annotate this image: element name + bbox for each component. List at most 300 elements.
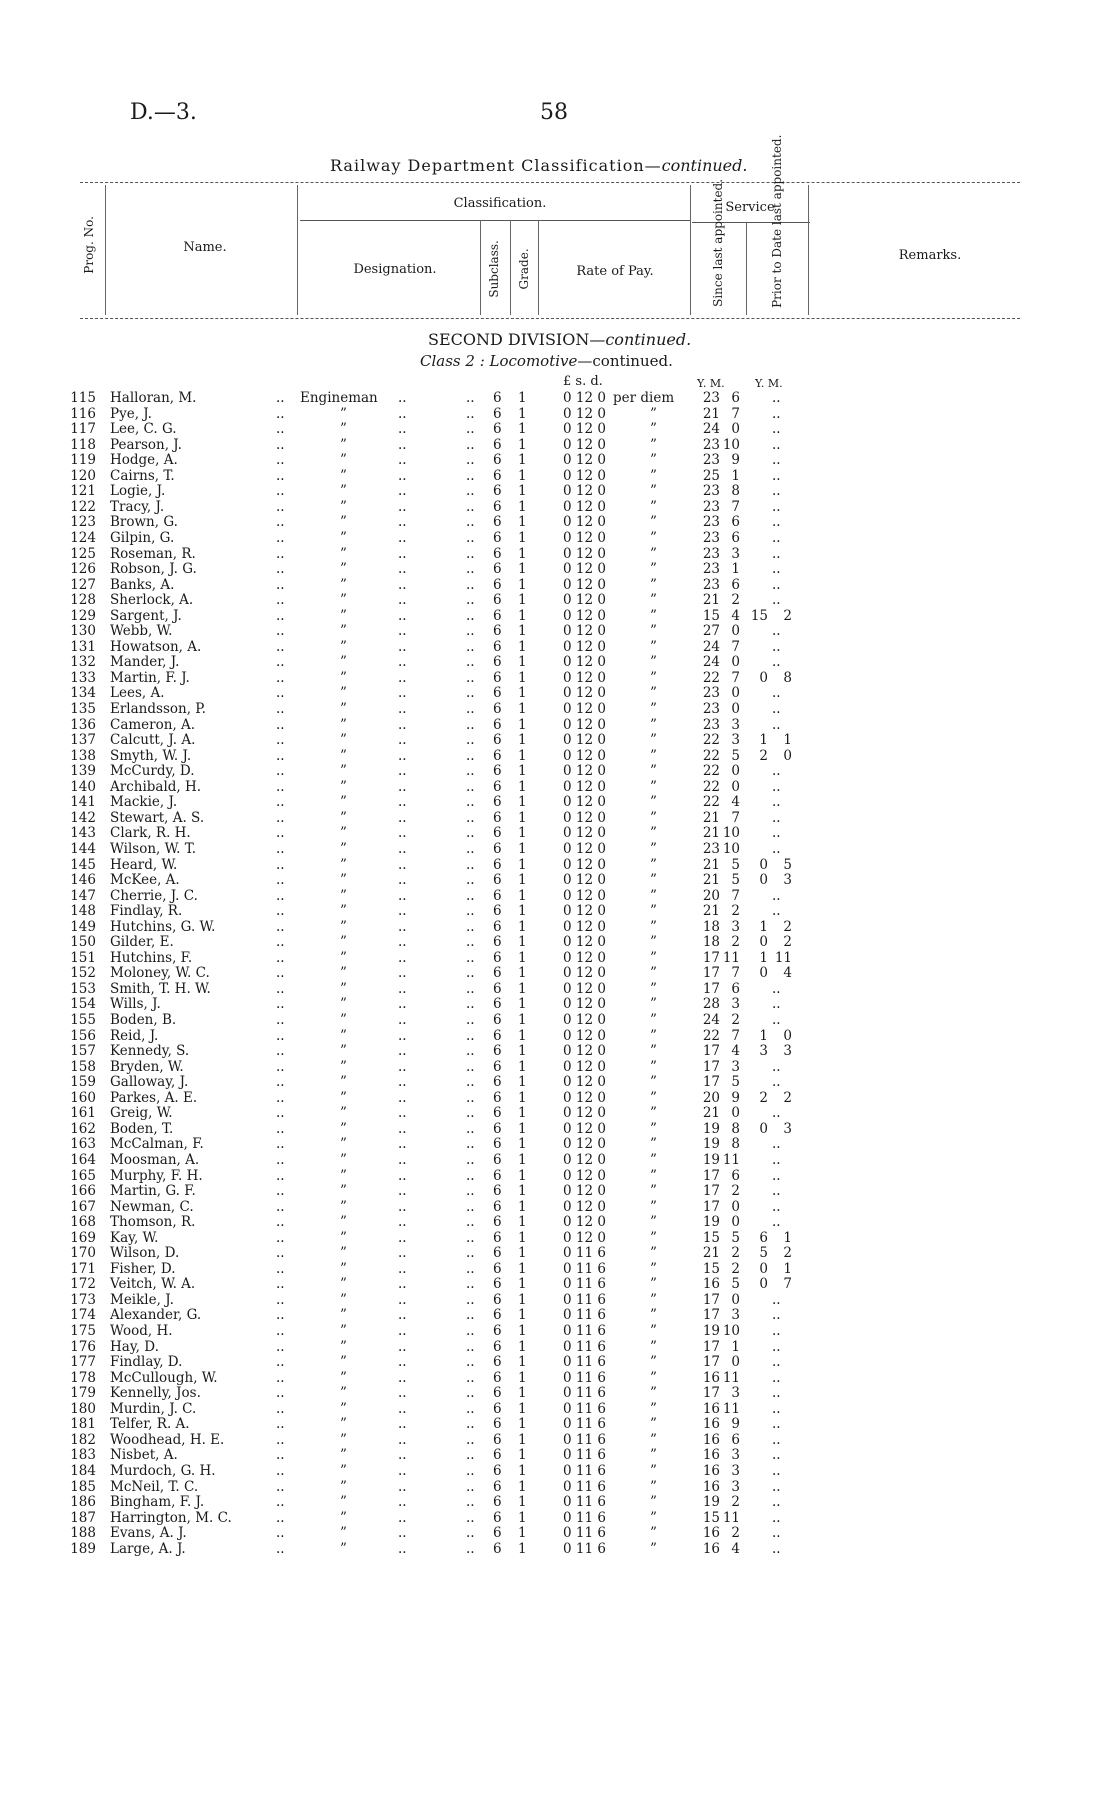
table-row (0, 732, 1114, 748)
grade-cell: 1 (518, 1323, 527, 1339)
name-cell: Harrington, M. C. (110, 1510, 232, 1526)
name-cell: Hutchins, G. W. (110, 919, 216, 935)
subclass-cell: 6 (493, 1230, 502, 1246)
designation-cell: ” (340, 1307, 347, 1323)
name-cell: Martin, G. F. (110, 1183, 196, 1199)
subclass-cell: 6 (493, 421, 502, 437)
subclass-cell: 6 (493, 1432, 502, 1448)
grade-cell: 1 (518, 608, 527, 624)
since-years-cell: 21 (702, 592, 720, 608)
leader-dots: .. (276, 1416, 285, 1432)
subclass-cell: 6 (493, 1261, 502, 1277)
leader-dots: .. (466, 888, 475, 904)
leader-dots: .. (398, 996, 407, 1012)
prior-months-cell: 2 (783, 608, 792, 624)
prior-years-cell: 0 (759, 965, 768, 981)
leader-dots: .. (466, 406, 475, 422)
rate-period-cell: ” (650, 1432, 657, 1448)
subclass-cell: 6 (493, 670, 502, 686)
name-cell: Heard, W. (110, 857, 178, 873)
rate-cell: 0 12 0 (563, 717, 606, 733)
name-cell: Cherrie, J. C. (110, 888, 198, 904)
rate-cell: 0 12 0 (563, 546, 606, 562)
leader-dots: .. (276, 825, 285, 841)
rate-cell: 0 12 0 (563, 981, 606, 997)
subclass-cell: 6 (493, 779, 502, 795)
since-years-cell: 19 (702, 1323, 720, 1339)
leader-dots: .. (398, 1432, 407, 1448)
designation-cell: ” (340, 623, 347, 639)
subclass-cell: 6 (493, 468, 502, 484)
grade-cell: 1 (518, 577, 527, 593)
header-subclass: Subclass. (487, 240, 502, 298)
subclass-cell: 6 (493, 1121, 502, 1137)
grade-cell: 1 (518, 779, 527, 795)
leader-dots: .. (466, 794, 475, 810)
grade-cell: 1 (518, 1028, 527, 1044)
table-row (0, 499, 1114, 515)
leader-dots: .. (276, 1447, 285, 1463)
table-row (0, 1214, 1114, 1230)
since-months-cell: 4 (731, 1541, 740, 1557)
name-cell: Pearson, J. (110, 437, 182, 453)
designation-cell: ” (340, 1183, 347, 1199)
name-cell: Mander, J. (110, 654, 180, 670)
since-years-cell: 16 (702, 1416, 720, 1432)
prog-no-cell: 182 (70, 1432, 96, 1448)
leader-dots: .. (276, 654, 285, 670)
rate-cell: 0 12 0 (563, 763, 606, 779)
subclass-cell: 6 (493, 1245, 502, 1261)
leader-dots: .. (276, 1510, 285, 1526)
class-label: Class 2 : (420, 352, 485, 370)
since-years-cell: 20 (702, 1090, 720, 1106)
leader-dots: .. (398, 1541, 407, 1557)
table-row (0, 546, 1114, 562)
prior-empty-dots: .. (772, 1510, 781, 1526)
table-row (0, 561, 1114, 577)
leader-dots: .. (466, 1074, 475, 1090)
since-months-cell: 9 (731, 1416, 740, 1432)
prior-empty-dots: .. (772, 1525, 781, 1541)
table-row (0, 1121, 1114, 1137)
leader-dots: .. (466, 1028, 475, 1044)
designation-cell: ” (340, 1541, 347, 1557)
leader-dots: .. (276, 1479, 285, 1495)
prior-months-cell: 2 (783, 934, 792, 950)
subclass-cell: 6 (493, 623, 502, 639)
rate-period-cell: ” (650, 779, 657, 795)
since-years-cell: 16 (702, 1276, 720, 1292)
grade-cell: 1 (518, 748, 527, 764)
title-main: Railway Department Classification— (330, 156, 662, 175)
leader-dots: .. (466, 903, 475, 919)
since-years-cell: 21 (702, 1105, 720, 1121)
table-row (0, 1463, 1114, 1479)
since-months-cell: 0 (731, 1105, 740, 1121)
leader-dots: .. (466, 1494, 475, 1510)
rate-cell: 0 11 6 (563, 1463, 606, 1479)
prog-no-cell: 186 (70, 1494, 96, 1510)
prior-empty-dots: .. (772, 685, 781, 701)
grade-cell: 1 (518, 996, 527, 1012)
leader-dots: .. (466, 934, 475, 950)
grade-cell: 1 (518, 1183, 527, 1199)
leader-dots: .. (276, 763, 285, 779)
table-row (0, 763, 1114, 779)
rate-period-cell: ” (650, 514, 657, 530)
rate-cell: 0 11 6 (563, 1261, 606, 1277)
prog-no-cell: 115 (70, 390, 96, 406)
since-years-cell: 23 (702, 685, 720, 701)
grade-cell: 1 (518, 701, 527, 717)
since-years-cell: 23 (702, 841, 720, 857)
leader-dots: .. (276, 841, 285, 857)
prior-empty-dots: .. (772, 577, 781, 593)
grade-cell: 1 (518, 1494, 527, 1510)
rate-cell: 0 12 0 (563, 1059, 606, 1075)
table-row (0, 1416, 1114, 1432)
prog-no-cell: 188 (70, 1525, 96, 1541)
prog-no-cell: 132 (70, 654, 96, 670)
subclass-cell: 6 (493, 872, 502, 888)
rate-cell: 0 11 6 (563, 1447, 606, 1463)
prior-empty-dots: .. (772, 1074, 781, 1090)
table-row (0, 1245, 1114, 1261)
grade-cell: 1 (518, 1199, 527, 1215)
table-row (0, 514, 1114, 530)
since-months-cell: 3 (731, 732, 740, 748)
rate-cell: 0 12 0 (563, 390, 606, 406)
header-divider (297, 185, 298, 315)
rate-cell: 0 12 0 (563, 748, 606, 764)
rate-cell: 0 12 0 (563, 623, 606, 639)
prior-empty-dots: .. (772, 1168, 781, 1184)
name-cell: Gilder, E. (110, 934, 174, 950)
since-years-cell: 22 (702, 763, 720, 779)
rate-period-cell: ” (650, 1152, 657, 1168)
grade-cell: 1 (518, 1416, 527, 1432)
subclass-cell: 6 (493, 1105, 502, 1121)
since-months-cell: 8 (731, 1121, 740, 1137)
grade-cell: 1 (518, 1168, 527, 1184)
subclass-cell: 6 (493, 1354, 502, 1370)
header-remarks: Remarks. (898, 248, 962, 263)
leader-dots: .. (398, 468, 407, 484)
page-title (330, 156, 747, 175)
leader-dots: .. (276, 1494, 285, 1510)
since-years-cell: 16 (702, 1479, 720, 1495)
prior-empty-dots: .. (772, 406, 781, 422)
grade-cell: 1 (518, 1354, 527, 1370)
leader-dots: .. (466, 1510, 475, 1526)
rate-period-cell: ” (650, 421, 657, 437)
since-years-cell: 17 (702, 965, 720, 981)
designation-cell: ” (340, 1152, 347, 1168)
grade-cell: 1 (518, 623, 527, 639)
prior-empty-dots: .. (772, 1370, 781, 1386)
name-cell: Kay, W. (110, 1230, 159, 1246)
rate-period-cell: ” (650, 950, 657, 966)
prog-no-cell: 177 (70, 1354, 96, 1370)
leader-dots: .. (466, 748, 475, 764)
since-months-cell: 5 (731, 857, 740, 873)
prog-no-cell: 171 (70, 1261, 96, 1277)
leader-dots: .. (398, 499, 407, 515)
leader-dots: .. (276, 1339, 285, 1355)
leader-dots: .. (276, 1401, 285, 1417)
name-cell: Lee, C. G. (110, 421, 177, 437)
table-row (0, 950, 1114, 966)
prog-no-cell: 157 (70, 1043, 96, 1059)
since-months-cell: 4 (731, 608, 740, 624)
since-years-cell: 16 (702, 1432, 720, 1448)
leader-dots: .. (398, 608, 407, 624)
rate-cell: 0 12 0 (563, 701, 606, 717)
leader-dots: .. (276, 872, 285, 888)
designation-cell: ” (340, 1494, 347, 1510)
prior-empty-dots: .. (772, 654, 781, 670)
name-cell: Murphy, F. H. (110, 1168, 203, 1184)
prior-months-cell: 1 (783, 1230, 792, 1246)
prior-empty-dots: .. (772, 1199, 781, 1215)
designation-cell: ” (340, 1214, 347, 1230)
table-row (0, 1199, 1114, 1215)
prior-empty-dots: .. (772, 639, 781, 655)
prior-empty-dots: .. (772, 763, 781, 779)
grade-cell: 1 (518, 1214, 527, 1230)
since-months-cell: 11 (722, 1401, 740, 1417)
rate-cell: 0 12 0 (563, 1183, 606, 1199)
leader-dots: .. (466, 1385, 475, 1401)
grade-cell: 1 (518, 872, 527, 888)
since-years-cell: 15 (702, 1230, 720, 1246)
subclass-cell: 6 (493, 514, 502, 530)
table-row (0, 1230, 1114, 1246)
designation-cell: ” (340, 1043, 347, 1059)
leader-dots: .. (398, 1028, 407, 1044)
rate-period-cell: ” (650, 1494, 657, 1510)
subclass-cell: 6 (493, 406, 502, 422)
subclass-cell: 6 (493, 701, 502, 717)
leader-dots: .. (466, 810, 475, 826)
leader-dots: .. (398, 1043, 407, 1059)
prog-no-cell: 163 (70, 1136, 96, 1152)
designation-cell: ” (340, 1168, 347, 1184)
since-months-cell: 0 (731, 1214, 740, 1230)
rate-period-cell: ” (650, 1059, 657, 1075)
subclass-cell: 6 (493, 888, 502, 904)
leader-dots: .. (398, 1152, 407, 1168)
header-divider (105, 185, 106, 315)
name-cell: Banks, A. (110, 577, 175, 593)
since-years-cell: 22 (702, 794, 720, 810)
prior-months-cell: 8 (783, 670, 792, 686)
leader-dots: .. (276, 1090, 285, 1106)
rate-cell: 0 12 0 (563, 639, 606, 655)
prior-empty-dots: .. (772, 468, 781, 484)
designation-cell: ” (340, 825, 347, 841)
table-row (0, 530, 1114, 546)
prior-months-cell: 5 (783, 857, 792, 873)
grade-cell: 1 (518, 1121, 527, 1137)
leader-dots: .. (398, 437, 407, 453)
class-title (420, 352, 673, 370)
leader-dots: .. (398, 1447, 407, 1463)
rate-cell: 0 12 0 (563, 499, 606, 515)
table-row (0, 639, 1114, 655)
leader-dots: .. (398, 561, 407, 577)
leader-dots: .. (466, 1401, 475, 1417)
designation-cell: ” (340, 1510, 347, 1526)
prior-months-cell: 7 (783, 1276, 792, 1292)
name-cell: Wilson, W. T. (110, 841, 197, 857)
since-years-cell: 17 (702, 1059, 720, 1075)
leader-dots: .. (466, 608, 475, 624)
subclass-cell: 6 (493, 1401, 502, 1417)
prior-empty-dots: .. (772, 1447, 781, 1463)
since-years-cell: 17 (702, 1168, 720, 1184)
rate-period-cell: ” (650, 1525, 657, 1541)
header-divider (510, 220, 511, 315)
subclass-cell: 6 (493, 437, 502, 453)
leader-dots: .. (276, 452, 285, 468)
leader-dots: .. (276, 1385, 285, 1401)
rate-cell: 0 12 0 (563, 779, 606, 795)
table-row (0, 1074, 1114, 1090)
rate-period-cell: ” (650, 841, 657, 857)
grade-cell: 1 (518, 1012, 527, 1028)
since-years-cell: 19 (702, 1494, 720, 1510)
leader-dots: .. (398, 514, 407, 530)
prog-no-cell: 127 (70, 577, 96, 593)
leader-dots: .. (276, 623, 285, 639)
designation-cell: ” (340, 1479, 347, 1495)
prog-no-cell: 133 (70, 670, 96, 686)
since-months-cell: 0 (731, 654, 740, 670)
since-years-cell: 23 (702, 530, 720, 546)
prog-no-cell: 126 (70, 561, 96, 577)
prog-no-cell: 151 (70, 950, 96, 966)
subclass-cell: 6 (493, 1276, 502, 1292)
subclass-cell: 6 (493, 1385, 502, 1401)
leader-dots: .. (398, 1479, 407, 1495)
prog-no-cell: 144 (70, 841, 96, 857)
header-prog-no: Prog. No. (82, 216, 97, 274)
grade-cell: 1 (518, 1292, 527, 1308)
leader-dots: .. (466, 763, 475, 779)
prog-no-cell: 166 (70, 1183, 96, 1199)
leader-dots: .. (276, 437, 285, 453)
prior-months-cell: 0 (783, 748, 792, 764)
table-row (0, 1354, 1114, 1370)
table-row (0, 483, 1114, 499)
designation-cell: ” (340, 748, 347, 764)
since-months-cell: 2 (731, 1012, 740, 1028)
since-months-cell: 10 (722, 841, 740, 857)
leader-dots: .. (398, 577, 407, 593)
grade-cell: 1 (518, 1385, 527, 1401)
rate-cell: 0 12 0 (563, 934, 606, 950)
since-years-cell: 21 (702, 825, 720, 841)
subclass-cell: 6 (493, 1416, 502, 1432)
rate-cell: 0 12 0 (563, 919, 606, 935)
prog-no-cell: 155 (70, 1012, 96, 1028)
since-months-cell: 8 (731, 483, 740, 499)
since-years-cell: 23 (702, 577, 720, 593)
designation-cell: ” (340, 1245, 347, 1261)
leader-dots: .. (276, 950, 285, 966)
subclass-cell: 6 (493, 1292, 502, 1308)
since-years-cell: 23 (702, 701, 720, 717)
leader-dots: .. (276, 406, 285, 422)
since-months-cell: 0 (731, 421, 740, 437)
prior-empty-dots: .. (772, 1401, 781, 1417)
rate-cell: 0 12 0 (563, 561, 606, 577)
name-cell: Moosman, A. (110, 1152, 200, 1168)
leader-dots: .. (276, 1323, 285, 1339)
name-cell: Sargent, J. (110, 608, 182, 624)
designation-cell: ” (340, 934, 347, 950)
subclass-cell: 6 (493, 1370, 502, 1386)
name-cell: Large, A. J. (110, 1541, 186, 1557)
grade-cell: 1 (518, 919, 527, 935)
name-cell: Hutchins, F. (110, 950, 193, 966)
name-cell: Evans, A. J. (110, 1525, 187, 1541)
grade-cell: 1 (518, 514, 527, 530)
since-months-cell: 11 (722, 1370, 740, 1386)
subclass-cell: 6 (493, 981, 502, 997)
leader-dots: .. (466, 1525, 475, 1541)
since-months-cell: 3 (731, 717, 740, 733)
name-cell: Webb, W. (110, 623, 173, 639)
table-row (0, 1028, 1114, 1044)
leader-dots: .. (466, 561, 475, 577)
grade-cell: 1 (518, 717, 527, 733)
name-cell: Thomson, R. (110, 1214, 196, 1230)
rate-period-cell: ” (650, 1447, 657, 1463)
leader-dots: .. (276, 639, 285, 655)
leader-dots: .. (398, 654, 407, 670)
prior-empty-dots: .. (772, 1183, 781, 1199)
leader-dots: .. (466, 1463, 475, 1479)
prior-empty-dots: .. (772, 701, 781, 717)
since-months-cell: 3 (731, 1059, 740, 1075)
prog-no-cell: 138 (70, 748, 96, 764)
since-years-cell: 23 (702, 452, 720, 468)
prog-no-cell: 158 (70, 1059, 96, 1075)
name-cell: Roseman, R. (110, 546, 196, 562)
rate-period-cell: ” (650, 825, 657, 841)
leader-dots: .. (398, 810, 407, 826)
since-months-cell: 0 (731, 1292, 740, 1308)
rate-period-cell: ” (650, 934, 657, 950)
leader-dots: .. (276, 1276, 285, 1292)
leader-dots: .. (398, 483, 407, 499)
since-months-cell: 6 (731, 1432, 740, 1448)
grade-cell: 1 (518, 390, 527, 406)
grade-cell: 1 (518, 685, 527, 701)
rate-cell: 0 11 6 (563, 1307, 606, 1323)
division-title (428, 330, 691, 349)
leader-dots: .. (466, 685, 475, 701)
prior-months-cell: 0 (783, 1028, 792, 1044)
rate-cell: 0 11 6 (563, 1479, 606, 1495)
subclass-cell: 6 (493, 577, 502, 593)
prior-empty-dots: .. (772, 483, 781, 499)
prog-no-cell: 130 (70, 623, 96, 639)
rate-cell: 0 12 0 (563, 1012, 606, 1028)
